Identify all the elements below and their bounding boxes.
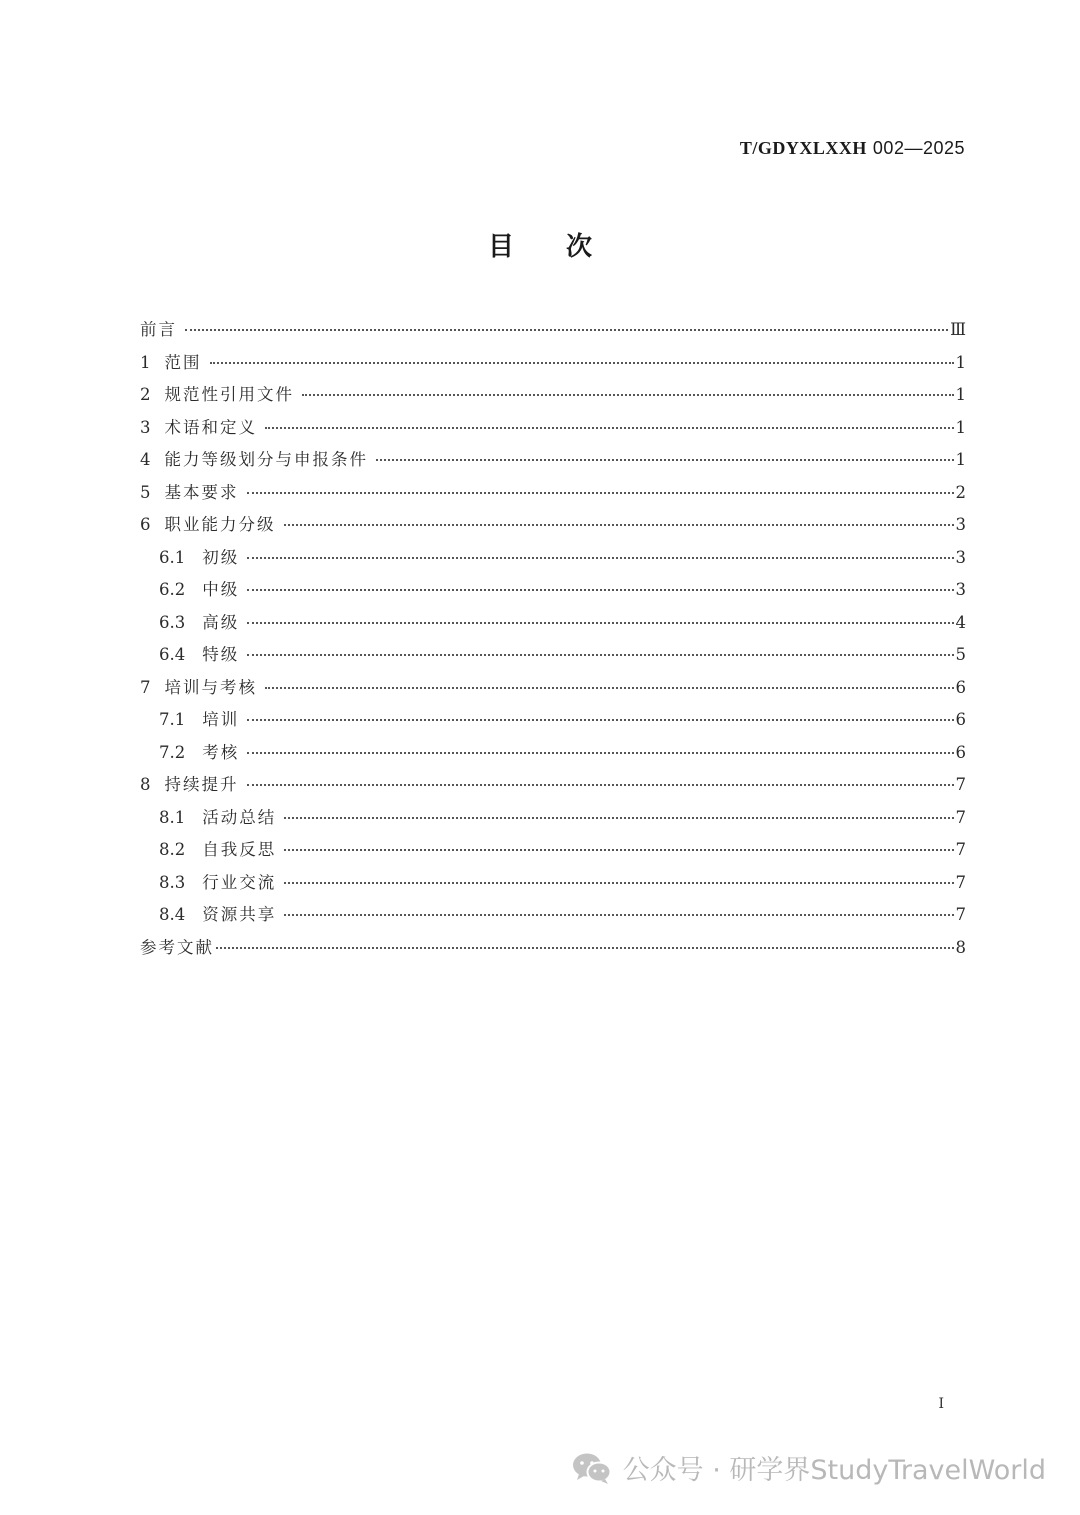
toc-entry-title: 培训与考核 [164, 677, 257, 697]
toc-entry-title: 基本要求 [164, 482, 239, 502]
dot-leader [265, 427, 954, 429]
toc-entry[interactable] [140, 934, 966, 967]
dot-leader [247, 752, 953, 754]
toc-entry[interactable] [140, 479, 966, 512]
toc-entry-title: 范围 [164, 352, 202, 372]
toc-entry[interactable] [140, 609, 966, 642]
toc-entry-page: 6 [955, 677, 966, 697]
toc-entry-number: 1 [140, 352, 151, 372]
toc-entry-title: 自我反思 [202, 840, 277, 859]
dot-leader [210, 362, 954, 364]
toc-entry-page: 3 [955, 547, 966, 567]
toc-entry-page: 1 [955, 417, 966, 437]
toc-entry-number: 6.3 [159, 612, 186, 632]
toc-entry[interactable] [140, 641, 966, 674]
wechat-icon [571, 1451, 613, 1485]
toc-entry-page: Ⅲ [950, 320, 966, 339]
toc-entry[interactable] [140, 446, 966, 479]
toc-entry-number: 2 [140, 385, 151, 404]
toc-entry-title: 职业能力分级 [164, 515, 276, 534]
toc-entry-title: 规范性引用文件 [164, 385, 294, 404]
toc-entry-number: 5 [140, 482, 151, 502]
dot-leader [247, 492, 954, 494]
toc-entry-number: 4 [140, 450, 151, 469]
page-number: I [938, 1396, 944, 1412]
document-code [740, 138, 965, 159]
toc-entry-title: 参考文献 [140, 937, 214, 957]
dot-leader [376, 459, 954, 461]
toc-entry-page: 7 [955, 775, 966, 794]
toc-entry-title: 考核 [202, 742, 240, 762]
standard-number: 002—2025 [872, 138, 965, 158]
toc-entry-number: 8 [140, 775, 151, 794]
dot-leader [284, 524, 954, 526]
dot-leader [284, 849, 953, 851]
toc-entry-page: 6 [955, 710, 966, 729]
toc-entry-page: 6 [955, 742, 966, 762]
toc-entry-number: 6.4 [159, 645, 186, 664]
dot-leader [247, 622, 953, 624]
watermark-text: 公众号 · 研学界StudyTravelWorld [622, 1455, 1046, 1486]
toc-entry-title: 培训 [202, 710, 240, 729]
toc-entry-page: 1 [955, 450, 966, 469]
watermark [571, 1448, 1046, 1487]
toc-entry-title: 持续提升 [164, 775, 239, 794]
dot-leader [247, 557, 953, 559]
toc-entry[interactable] [140, 414, 966, 447]
toc-entry-number: 3 [140, 417, 151, 437]
dot-leader [284, 882, 953, 884]
toc-entry-page: 7 [955, 807, 966, 827]
toc-entry-page: 2 [955, 482, 966, 502]
toc-entry[interactable] [140, 674, 966, 707]
toc-entry-page: 3 [955, 580, 966, 599]
toc-entry-number: 6.2 [159, 580, 186, 599]
toc-entry[interactable] [140, 381, 966, 414]
toc-entry-page: 7 [955, 905, 966, 924]
dot-leader [247, 784, 954, 786]
standard-code: T/GDYXLXXH [739, 138, 867, 158]
toc-entry-title: 资源共享 [202, 905, 277, 924]
toc-entry-number: 6.1 [159, 547, 186, 567]
toc-entry[interactable] [140, 901, 966, 934]
toc-entry-page: 7 [955, 872, 966, 892]
toc-entry-page: 4 [955, 612, 966, 632]
toc-entry-title: 活动总结 [202, 807, 277, 827]
toc-entry-number: 8.2 [159, 840, 186, 859]
toc-entry-number: 7.2 [159, 742, 186, 762]
toc-entry-page: 3 [955, 515, 966, 534]
toc-entry-page: 8 [955, 937, 966, 957]
toc-entry[interactable] [140, 349, 966, 382]
dot-leader [302, 394, 954, 396]
toc-entry-number: 8.3 [159, 872, 186, 892]
toc-entry-number: 8.4 [159, 905, 186, 924]
toc-entry-number: 7.1 [159, 710, 186, 729]
toc-entry[interactable] [140, 739, 966, 772]
toc-entry-title: 前言 [140, 320, 177, 339]
toc-entry[interactable] [140, 544, 966, 577]
toc-entry-number: 8.1 [159, 807, 186, 827]
toc-entry-title: 初级 [202, 547, 240, 567]
dot-leader [247, 719, 953, 721]
toc-entry[interactable] [140, 869, 966, 902]
dot-leader [216, 947, 954, 949]
dot-leader [265, 687, 954, 689]
toc-entry-number: 7 [140, 677, 151, 697]
toc-entry[interactable] [140, 836, 966, 869]
table-of-contents [140, 316, 966, 966]
dot-leader [284, 914, 953, 916]
toc-entry[interactable] [140, 316, 966, 349]
page-title: 目次 [487, 232, 644, 262]
toc-entry[interactable] [140, 706, 966, 739]
toc-entry[interactable] [140, 771, 966, 804]
toc-entry-page: 1 [955, 352, 966, 372]
toc-entry[interactable] [140, 576, 966, 609]
toc-entry-number: 6 [140, 515, 151, 534]
toc-entry-page: 7 [955, 840, 966, 859]
toc-entry-page: 1 [955, 385, 966, 404]
dot-leader [247, 654, 953, 656]
toc-entry-title: 术语和定义 [164, 417, 257, 437]
dot-leader [284, 817, 953, 819]
toc-entry[interactable] [140, 511, 966, 544]
dot-leader [185, 329, 948, 331]
toc-entry[interactable] [140, 804, 966, 837]
toc-entry-page: 5 [955, 645, 966, 664]
dot-leader [247, 589, 953, 591]
toc-entry-title: 行业交流 [202, 872, 277, 892]
toc-entry-title: 特级 [202, 645, 240, 664]
toc-entry-title: 中级 [202, 580, 240, 599]
toc-entry-title: 能力等级划分与申报条件 [164, 450, 368, 469]
toc-entry-title: 高级 [202, 612, 240, 632]
